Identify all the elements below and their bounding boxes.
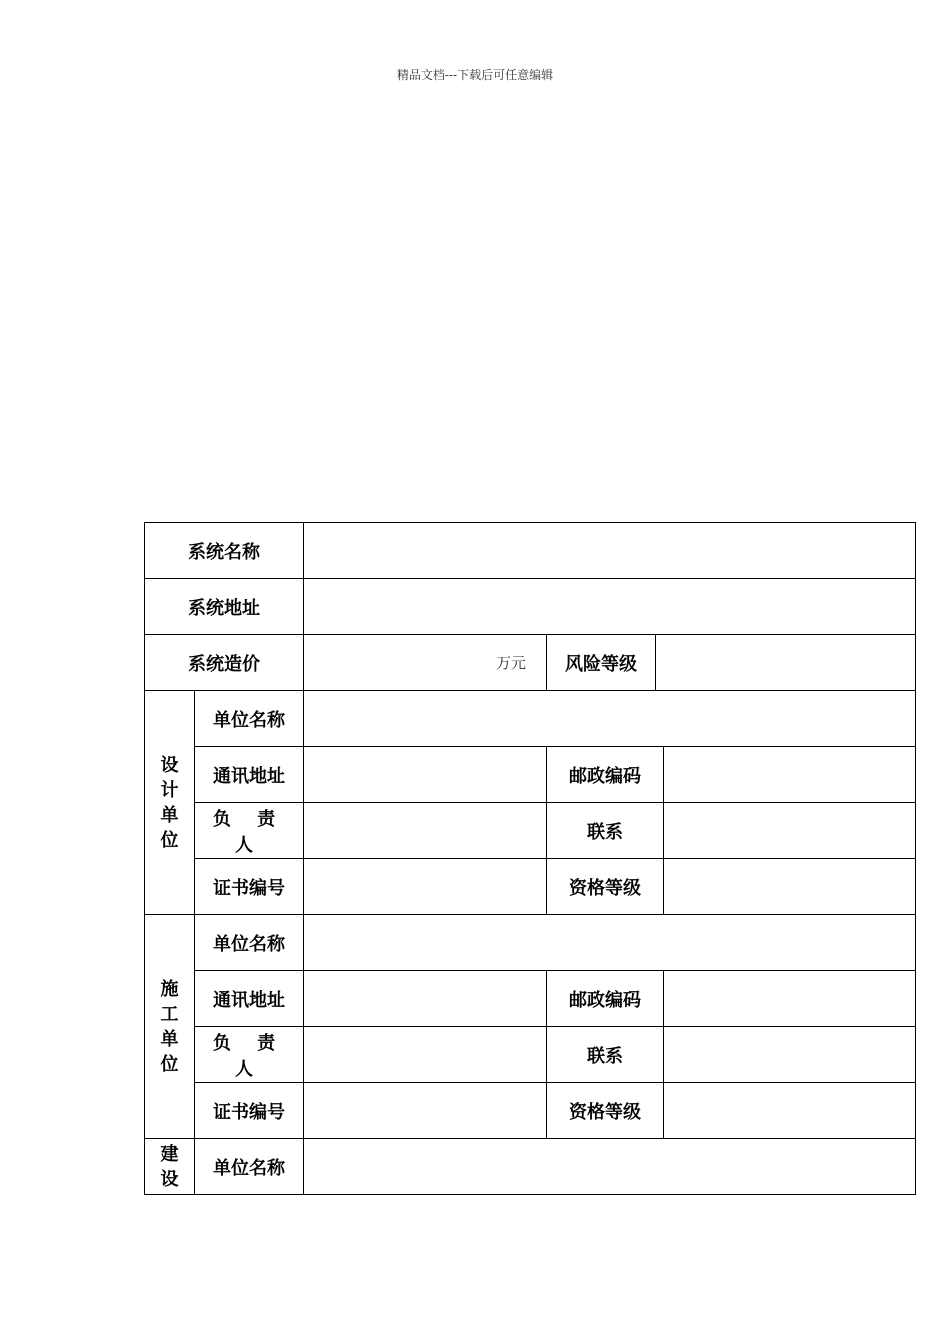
construction-person-field[interactable] <box>304 1027 547 1083</box>
risk-level-field[interactable] <box>656 635 916 691</box>
registration-form-table <box>144 522 916 1195</box>
page-header: 精品文档---下载后可任意编辑 <box>396 68 554 82</box>
design-address-label: 通讯地址 <box>195 747 304 803</box>
row-system-address <box>145 579 916 635</box>
row-design-person <box>145 803 916 859</box>
row-system-cost <box>145 635 916 691</box>
construction-unit-group-label: 施工单位 <box>145 915 195 1139</box>
construction-postcode-field[interactable] <box>664 971 916 1027</box>
construction-qualification-label: 资格等级 <box>547 1083 664 1139</box>
risk-level-label: 风险等级 <box>547 635 656 691</box>
build-unit-name-field[interactable] <box>304 1139 916 1195</box>
row-build-unit-name <box>145 1139 916 1195</box>
construction-address-label: 通讯地址 <box>195 971 304 1027</box>
design-postcode-label: 邮政编码 <box>547 747 664 803</box>
row-design-cert <box>145 859 916 915</box>
design-qualification-label: 资格等级 <box>547 859 664 915</box>
construction-unit-name-field[interactable] <box>304 915 916 971</box>
design-qualification-field[interactable] <box>664 859 916 915</box>
design-postcode-field[interactable] <box>664 747 916 803</box>
row-construction-address <box>145 971 916 1027</box>
design-unit-group-label: 设计单位 <box>145 691 195 915</box>
build-unit-name-label: 单位名称 <box>195 1139 304 1195</box>
construction-qualification-field[interactable] <box>664 1083 916 1139</box>
design-cert-field[interactable] <box>304 859 547 915</box>
design-person-field[interactable] <box>304 803 547 859</box>
row-system-name <box>145 523 916 579</box>
design-contact-field[interactable] <box>664 803 916 859</box>
construction-person-label: 负 责 人 <box>195 1027 304 1083</box>
system-cost-field[interactable] <box>304 635 547 691</box>
system-name-label: 系统名称 <box>145 523 304 579</box>
cost-unit: 万元 <box>495 654 526 672</box>
system-address-field[interactable] <box>304 579 916 635</box>
system-address-label: 系统地址 <box>145 579 304 635</box>
row-construction-person <box>145 1027 916 1083</box>
system-name-field[interactable] <box>304 523 916 579</box>
design-unit-name-field[interactable] <box>304 691 916 747</box>
row-design-unit-name <box>145 691 916 747</box>
row-design-address <box>145 747 916 803</box>
construction-contact-label: 联系 <box>547 1027 664 1083</box>
design-contact-label: 联系 <box>547 803 664 859</box>
row-construction-cert <box>145 1083 916 1139</box>
design-person-label: 负 责 人 <box>195 803 304 859</box>
system-cost-label: 系统造价 <box>145 635 304 691</box>
design-address-field[interactable] <box>304 747 547 803</box>
construction-contact-field[interactable] <box>664 1027 916 1083</box>
design-unit-name-label: 单位名称 <box>195 691 304 747</box>
construction-cert-field[interactable] <box>304 1083 547 1139</box>
construction-postcode-label: 邮政编码 <box>547 971 664 1027</box>
construction-unit-name-label: 单位名称 <box>195 915 304 971</box>
construction-address-field[interactable] <box>304 971 547 1027</box>
design-cert-label: 证书编号 <box>195 859 304 915</box>
construction-cert-label: 证书编号 <box>195 1083 304 1139</box>
build-unit-group-label: 建设 <box>145 1139 195 1195</box>
row-construction-unit-name <box>145 915 916 971</box>
